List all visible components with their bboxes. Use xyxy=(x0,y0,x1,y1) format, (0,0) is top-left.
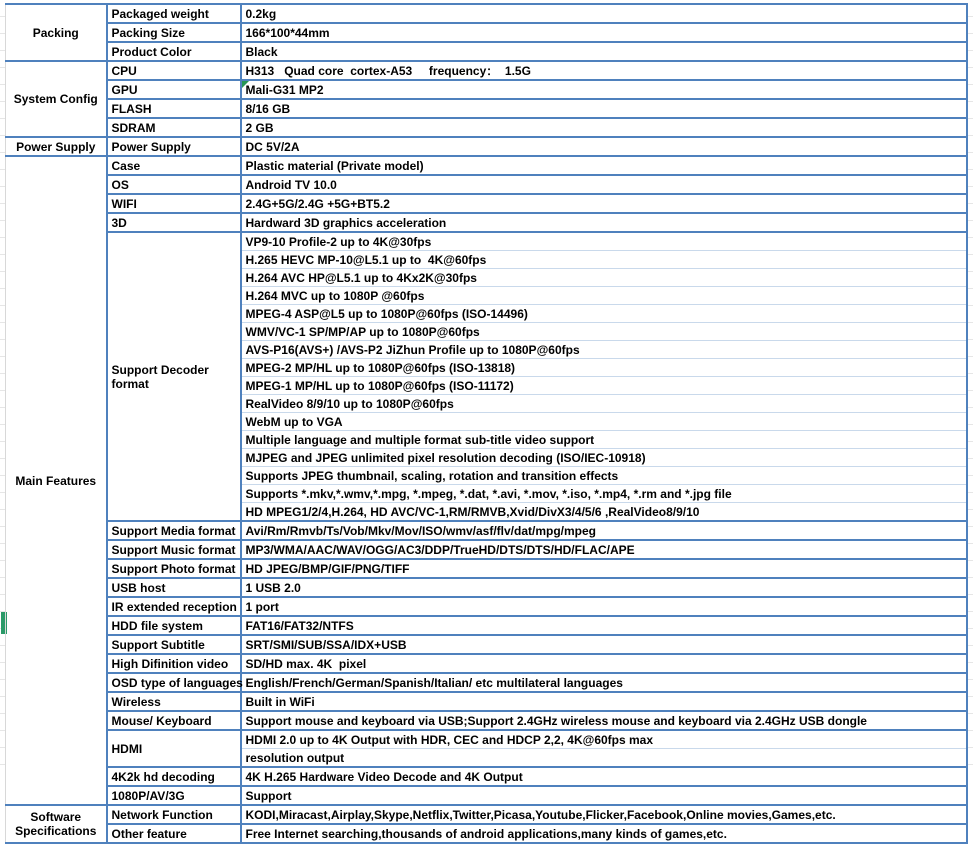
value-cell: MP3/WMA/AAC/WAV/OGG/AC3/DDP/TrueHD/DTS/DTS/HD/FLAC/APE xyxy=(241,540,967,559)
value-cell: Support mouse and keyboard via USB;Support 2.4GHz wireless mouse and keyboard via 2.4GHz USB dongle xyxy=(241,711,967,730)
table-row xyxy=(6,194,967,213)
value-cell: 2 GB xyxy=(241,118,967,137)
table-row xyxy=(6,616,967,635)
table-row xyxy=(6,711,967,730)
value-cell: resolution output xyxy=(241,749,967,768)
value-cell: DC 5V/2A xyxy=(241,137,967,156)
category-cell-software-specifications: Software Specifications xyxy=(6,805,107,843)
value-cell: MPEG-1 MP/HL up to 1080P@60fps (ISO-11172) xyxy=(241,377,967,395)
table-row xyxy=(6,654,967,673)
category-cell-packing: Packing xyxy=(6,4,107,61)
value-cell: WebM up to VGA xyxy=(241,413,967,431)
attribute-cell: HDMI xyxy=(107,730,241,767)
table-row xyxy=(6,521,967,540)
attribute-cell: Support Decoder format xyxy=(107,232,241,521)
value-cell: Multiple language and multiple format sub-title video support xyxy=(241,431,967,449)
attribute-cell: CPU xyxy=(107,61,241,80)
attribute-cell: Support Subtitle xyxy=(107,635,241,654)
table-row xyxy=(6,118,967,137)
value-cell: Plastic material (Private model) xyxy=(241,156,967,175)
value-cell: Mali-G31 MP2 xyxy=(241,80,967,99)
value-cell: H.264 MVC up to 1080P @60fps xyxy=(241,287,967,305)
table-row xyxy=(6,540,967,559)
attribute-cell: IR extended reception xyxy=(107,597,241,616)
table-row xyxy=(6,232,967,251)
attribute-cell: GPU xyxy=(107,80,241,99)
table-row xyxy=(6,137,967,156)
table-row xyxy=(6,156,967,175)
value-cell: HD MPEG1/2/4,H.264, HD AVC/VC-1,RM/RMVB,Xvid/DivX3/4/5/6 ,RealVideo8/9/10 xyxy=(241,503,967,522)
value-cell: Free Internet searching,thousands of android applications,many kinds of games,etc. xyxy=(241,824,967,843)
value-cell: MPEG-2 MP/HL up to 1080P@60fps (ISO-13818) xyxy=(241,359,967,377)
attribute-cell: OSD type of languages xyxy=(107,673,241,692)
value-cell: MJPEG and JPEG unlimited pixel resolution decoding (ISO/IEC-10918) xyxy=(241,449,967,467)
value-cell: Black xyxy=(241,42,967,61)
attribute-cell: 4K2k hd decoding xyxy=(107,767,241,786)
attribute-cell: WIFI xyxy=(107,194,241,213)
value-cell: Built in WiFi xyxy=(241,692,967,711)
value-cell: FAT16/FAT32/NTFS xyxy=(241,616,967,635)
table-row xyxy=(6,80,967,99)
category-cell-power-supply: Power Supply xyxy=(6,137,107,156)
value-cell: AVS-P16(AVS+) /AVS-P2 JiZhun Profile up to 1080P@60fps xyxy=(241,341,967,359)
value-cell: Supports JPEG thumbnail, scaling, rotation and transition effects xyxy=(241,467,967,485)
table-row xyxy=(6,42,967,61)
value-cell: SRT/SMI/SUB/SSA/IDX+USB xyxy=(241,635,967,654)
value-cell: HDMI 2.0 up to 4K Output with HDR, CEC and HDCP 2,2, 4K@60fps max xyxy=(241,730,967,749)
table-row xyxy=(6,213,967,232)
value-cell: HD JPEG/BMP/GIF/PNG/TIFF xyxy=(241,559,967,578)
value-cell: 8/16 GB xyxy=(241,99,967,118)
table-row xyxy=(6,578,967,597)
value-cell: RealVideo 8/9/10 up to 1080P@60fps xyxy=(241,395,967,413)
attribute-cell: Packaged weight xyxy=(107,4,241,23)
table-row xyxy=(6,692,967,711)
value-cell: H.265 HEVC MP-10@L5.1 up to 4K@60fps xyxy=(241,251,967,269)
attribute-cell: Wireless xyxy=(107,692,241,711)
attribute-cell: Mouse/ Keyboard xyxy=(107,711,241,730)
value-cell: H.264 AVC HP@L5.1 up to 4Kx2K@30fps xyxy=(241,269,967,287)
cell-comment-flag-icon xyxy=(242,81,249,88)
spec-table xyxy=(5,3,968,844)
table-row xyxy=(6,61,967,80)
value-cell: Support xyxy=(241,786,967,805)
attribute-cell: Support Media format xyxy=(107,521,241,540)
value-cell: Avi/Rm/Rmvb/Ts/Vob/Mkv/Mov/ISO/wmv/asf/flv/dat/mpg/mpeg xyxy=(241,521,967,540)
table-row xyxy=(6,597,967,616)
attribute-cell: HDD file system xyxy=(107,616,241,635)
value-cell: MPEG-4 ASP@L5 up to 1080P@60fps (ISO-14496) xyxy=(241,305,967,323)
table-row xyxy=(6,673,967,692)
value-cell: 166*100*44mm xyxy=(241,23,967,42)
table-row xyxy=(6,175,967,194)
attribute-cell: 3D xyxy=(107,213,241,232)
spec-table-body xyxy=(6,4,967,843)
value-cell: KODI,Miracast,Airplay,Skype,Netflix,Twitter,Picasa,Youtube,Flicker,Facebook,Online movies,Games,etc. xyxy=(241,805,967,824)
attribute-cell: Product Color xyxy=(107,42,241,61)
value-cell: 2.4G+5G/2.4G +5G+BT5.2 xyxy=(241,194,967,213)
table-row xyxy=(6,730,967,749)
attribute-cell: Other feature xyxy=(107,824,241,843)
attribute-cell: OS xyxy=(107,175,241,194)
value-cell: 0.2kg xyxy=(241,4,967,23)
attribute-cell: Support Photo format xyxy=(107,559,241,578)
table-row xyxy=(6,4,967,23)
attribute-cell: Power Supply xyxy=(107,137,241,156)
table-row xyxy=(6,559,967,578)
value-cell: H313 Quad core cortex-A53 frequency： 1.5G xyxy=(241,61,967,80)
table-row xyxy=(6,786,967,805)
attribute-cell: Packing Size xyxy=(107,23,241,42)
attribute-cell: FLASH xyxy=(107,99,241,118)
table-row xyxy=(6,767,967,786)
value-cell: English/French/German/Spanish/Italian/ etc multilateral languages xyxy=(241,673,967,692)
value-cell: 4K H.265 Hardware Video Decode and 4K Output xyxy=(241,767,967,786)
attribute-cell: Support Music format xyxy=(107,540,241,559)
attribute-cell: Case xyxy=(107,156,241,175)
value-cell: VP9-10 Profile-2 up to 4K@30fps xyxy=(241,232,967,251)
value-cell: SD/HD max. 4K pixel xyxy=(241,654,967,673)
attribute-cell: High Difinition video xyxy=(107,654,241,673)
attribute-cell: SDRAM xyxy=(107,118,241,137)
attribute-cell: 1080P/AV/3G xyxy=(107,786,241,805)
value-cell: WMV/VC-1 SP/MP/AP up to 1080P@60fps xyxy=(241,323,967,341)
attribute-cell: USB host xyxy=(107,578,241,597)
table-row xyxy=(6,23,967,42)
table-row xyxy=(6,635,967,654)
table-row xyxy=(6,824,967,843)
value-cell: 1 USB 2.0 xyxy=(241,578,967,597)
category-cell-main-features: Main Features xyxy=(6,156,107,805)
value-cell: Android TV 10.0 xyxy=(241,175,967,194)
value-cell: 1 port xyxy=(241,597,967,616)
category-cell-system-config: System Config xyxy=(6,61,107,137)
attribute-cell: Network Function xyxy=(107,805,241,824)
table-row xyxy=(6,805,967,824)
table-row xyxy=(6,99,967,118)
value-cell: Supports *.mkv,*.wmv,*.mpg, *.mpeg, *.dat, *.avi, *.mov, *.iso, *.mp4, *.rm and *.jpg file xyxy=(241,485,967,503)
value-cell: Hardward 3D graphics acceleration xyxy=(241,213,967,232)
